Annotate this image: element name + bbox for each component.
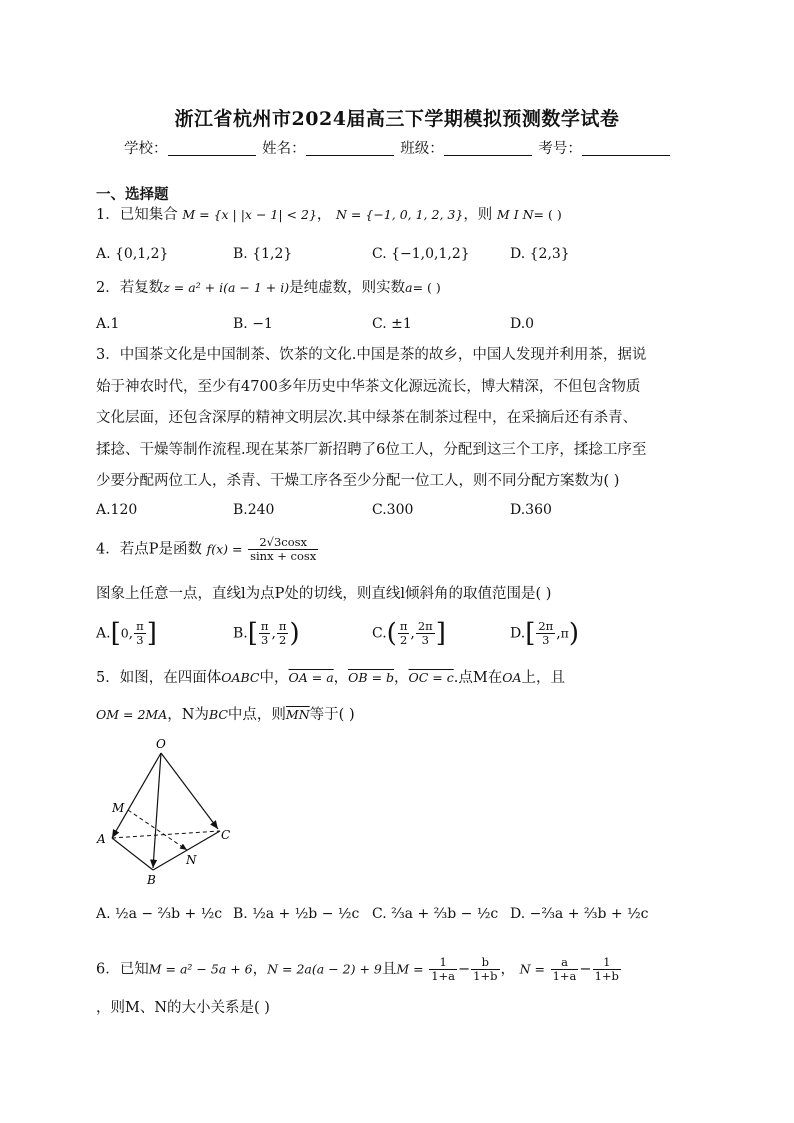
q3-line-1: 3．中国茶文化是中国制茶、饮茶的文化.中国是茶的故乡，中国人发现并利用茶，据说 [96, 347, 647, 363]
q3-line-4: 揉捻、干燥等制作流程.现在某茶厂新招聘了6位工人，分配到这三个工序，揉捻工序至 [96, 441, 647, 458]
q6-frac-3 [551, 956, 579, 983]
q4-c-frac2 [416, 620, 435, 647]
q4-b-an: π [260, 619, 269, 633]
q3-option-c[interactable]: C.300 [372, 502, 414, 518]
q4-a-rb: ] [146, 618, 157, 649]
school-label: 学校： [124, 141, 168, 157]
class-label: 班级： [400, 141, 444, 157]
label-n: N [186, 853, 197, 867]
student-info-row [124, 137, 672, 158]
q4-b-bn: π [278, 619, 287, 633]
q4-b-ad: 3 [261, 633, 269, 647]
q4-c-bn: 2π [417, 619, 433, 633]
q4-option-d[interactable]: D.[ $\frac{2\pi}{3}$ ,π) [510, 618, 580, 649]
q3-line-3: 文化层面，还包含深厚的精神文明层次.其中绿茶在制茶过程中，在采摘后还有杀青、 [96, 410, 638, 426]
q4-option-a[interactable]: A.[0, $\frac{\pi}{3}$ ] [96, 618, 157, 649]
q3-line-2: 始于神农时代，至少有4700多年历史中华茶文化源远流长，博大精深，不但包含物质 [96, 378, 641, 395]
q2-option-d[interactable]: D.0 [510, 316, 535, 332]
q6-f1-num: 1 [429, 956, 457, 970]
q4-option-c[interactable]: C.( $\frac{\pi}{2}$ , $\frac{2\pi}{3}$ ] [372, 618, 446, 649]
q2-expr: z = a² + i(a − 1 + i) [163, 280, 290, 295]
tetrahedron-figure [92, 735, 242, 890]
q2-option-c[interactable]: C. ±1 [372, 316, 412, 332]
q4-d-rb: ) [568, 618, 580, 649]
name-label: 姓名： [262, 141, 306, 157]
q2-tail: 是纯虚数，则实数 [289, 280, 406, 296]
q4-c-rb: ] [435, 618, 446, 649]
q4-c-an: π [399, 619, 408, 633]
name-blank[interactable] [306, 141, 394, 156]
q2-var: a [405, 280, 413, 295]
edge-ab [112, 838, 153, 870]
q5-point-m: .点M在 [453, 670, 503, 686]
question-2 [96, 278, 441, 298]
q6-lead: 6．已知 [96, 961, 149, 978]
q4-d-b: π [560, 625, 569, 641]
q5-midpoint: 中点，则 [227, 707, 286, 723]
q1-option-c[interactable]: C. {−1,0,1,2} [372, 246, 470, 262]
q6-line-2: ，则M、N的大小关系是( ) [96, 1000, 270, 1016]
label-c: C [221, 828, 231, 842]
q4-b-label: B. [233, 625, 248, 642]
q4-c-label: C. [372, 625, 387, 642]
q4-d-label: D. [510, 625, 526, 642]
q5-vec-oc: OC = c [408, 670, 454, 685]
q4-b-rb: ) [289, 618, 300, 649]
q4-a-frac [134, 620, 146, 647]
q4-b-lb: [ [247, 618, 258, 649]
edge-oa [112, 753, 161, 838]
q3-option-d[interactable]: D.360 [510, 502, 552, 518]
q5-vec-mn: $\overline{MN}$ [285, 707, 310, 722]
q5-option-d[interactable]: D. −⅔a + ⅔b + ½c [510, 906, 649, 922]
q1-lead: 1．已知集合 [96, 207, 178, 223]
number-label: 考号： [538, 141, 582, 157]
q5-vec-ob: OB = b [348, 670, 395, 685]
q6-frac-4 [593, 956, 621, 983]
vector-mn [128, 810, 187, 850]
q4-d-ad: 3 [542, 633, 550, 647]
q4-line-2: 图象上任意一点，直线l为点P处的切线，则直线l倾斜角的取值范围是( ) [96, 586, 552, 602]
section-heading: 一、选择题 [96, 186, 169, 203]
question-3 [96, 340, 701, 498]
q6-and: 且 [381, 961, 397, 978]
label-m: M [112, 801, 125, 815]
q6-m: M = a² − 5a + 6 [148, 961, 253, 977]
q4-b-frac1 [259, 620, 271, 647]
q6-frac-1 [429, 956, 457, 983]
q1-sep: ， [316, 207, 332, 223]
q2-option-a[interactable]: A.1 [96, 316, 120, 332]
edge-ob [153, 753, 161, 868]
q1-option-b[interactable]: B. {1,2} [233, 246, 293, 262]
q3-line-5: 少要分配两位工人，杀青、干燥工序各至少分配一位工人，则不同分配方案数为( ) [96, 473, 620, 489]
class-blank[interactable] [444, 141, 532, 156]
q1-option-d[interactable]: D. {2,3} [510, 246, 570, 262]
q5-mid: 中， [259, 670, 289, 686]
q6-m2: M = [396, 961, 424, 977]
question-6: 6．已知M = a² − 5a + 6，N = 2a(a − 2) + 9且M = $\frac{1}{1+a}$ − $\frac{b}{1+b}$ ， N = $\frac{a}{1+a}$ − $\frac{1}{1+b}$ [96, 955, 619, 983]
q1-option-a[interactable]: A. {0,1,2} [96, 246, 169, 262]
q6-f4-den: 1+b [594, 969, 619, 983]
q2-end: = ( ) [412, 280, 441, 295]
q6-f1-den: 1+a [431, 969, 456, 983]
q2-option-b[interactable]: B. −1 [233, 316, 273, 332]
q2-lead: 2．若复数 [96, 280, 164, 296]
q4-b-bd: 2 [279, 633, 287, 647]
q4-option-b[interactable]: B.[ $\frac{\pi}{3}$ , $\frac{\pi}{2}$ ) [233, 618, 300, 649]
q4-c-bd: 3 [421, 633, 429, 647]
q4-num: 2√3cosx [248, 536, 318, 550]
question-5: 5．如图，在四面体OABC中，OA = a，OB = b，OC = c.点M在OA上，且 [96, 670, 565, 686]
q4-b-frac2 [277, 620, 289, 647]
q5-option-a[interactable]: A. ½a − ⅔b + ½c [96, 906, 223, 922]
q5-and: 上，且 [521, 670, 565, 686]
q1-then: ，则 [463, 207, 493, 223]
q1-set-m: M = {x | |x − 1| < 2} [182, 207, 317, 222]
edge-ac [112, 831, 220, 838]
q4-lead: 4．若点P是函数 [96, 541, 202, 558]
q4-fraction [248, 536, 318, 563]
q5-n-is: ，N为 [167, 707, 209, 723]
q5-option-c[interactable]: C. ⅔a + ⅔b − ½c [372, 906, 499, 922]
q4-den: sinx + cosx [250, 549, 317, 563]
q3-option-a[interactable]: A.120 [96, 502, 138, 518]
q4-c-frac1 [398, 620, 410, 647]
q4-func: f(x) = [206, 541, 243, 557]
page-title: 浙江省杭州市2024届高三下学期模拟预测数学试卷 [174, 108, 620, 130]
q4-c-ad: 2 [399, 633, 408, 647]
q6-n2: N = [519, 961, 545, 977]
q4-d-lb: [ [525, 618, 536, 649]
school-blank[interactable] [168, 141, 256, 156]
q1-end: = ( ) [533, 207, 562, 222]
q5-equals: 等于( ) [309, 707, 355, 723]
q4-a-bd: 3 [136, 633, 144, 647]
q1-expr: M I N [496, 207, 534, 222]
q5-line-2 [96, 705, 355, 725]
q5-oa2: OA [502, 670, 522, 685]
label-o: O [156, 737, 166, 751]
label-b: B [147, 873, 156, 887]
question-1 [96, 205, 562, 225]
q1-set-n: N = {−1, 0, 1, 2, 3} [336, 207, 464, 222]
q3-option-b[interactable]: B.240 [233, 502, 275, 518]
edge-oc [161, 753, 218, 829]
q5-om: OM = 2MA [96, 707, 168, 722]
q4-a-a: 0 [120, 625, 129, 641]
q6-frac-2 [471, 956, 499, 983]
question-4 [96, 536, 319, 563]
q5-tetra: OABC [221, 670, 260, 685]
q6-f3-den: 1+a [552, 969, 577, 983]
q6-f2-den: 1+b [473, 969, 498, 983]
q4-c-lb: ( [386, 618, 397, 649]
q5-lead: 5．如图，在四面体 [96, 670, 222, 686]
q5-bc: BC [208, 707, 228, 722]
q6-f2-num: b [471, 956, 499, 970]
q4-d-an: 2π [538, 619, 554, 633]
q6-f4-num: 1 [593, 956, 621, 970]
q4-a-label: A. [96, 625, 111, 642]
q4-d-frac1 [536, 620, 555, 647]
q5-vec-oa: OA = a [288, 670, 334, 685]
q4-a-bn: π [136, 619, 144, 633]
q6-f3-num: a [551, 956, 579, 970]
q5-option-b[interactable]: B. ½a + ½b − ½c [233, 906, 360, 922]
number-blank[interactable] [582, 141, 670, 156]
q4-a-lb: [ [110, 618, 121, 649]
q6-n: N = 2a(a − 2) + 9 [267, 961, 382, 977]
label-a: A [97, 832, 106, 846]
